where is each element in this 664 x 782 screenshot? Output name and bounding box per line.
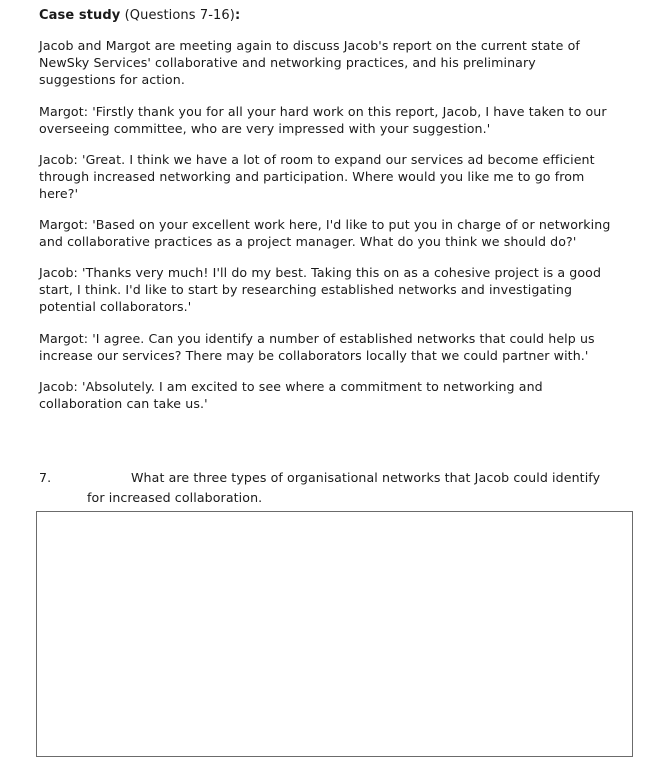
answer-text-box[interactable] (36, 511, 633, 757)
case-study-document (39, 7, 639, 412)
case-study-question-range: (Questions 7-16) (124, 8, 235, 23)
dialogue-jacob-3: Jacob: 'Absolutely. I am excited to see where a commitment to networking and collaboration can take us.' (39, 379, 543, 411)
dialogue-margot-1: Margot: 'Firstly thank you for all your hard work on this report, Jacob, I have taken to our overseeing committee, who are very impressed with your suggestion.' (39, 104, 607, 136)
dialogue-margot-3: Margot: 'I agree. Can you identify a number of established networks that could help us increase our services? There may be collaborators locally that we could partner with.' (39, 331, 595, 363)
dialogue-margot-2: Margot: 'Based on your excellent work here, I'd like to put you in charge of or networking and collaborative practices as a project manager. What do you think we should do?' (39, 217, 611, 249)
case-study-title: Case study (39, 8, 121, 23)
question-text-line-2: for increased collaboration. (87, 490, 263, 505)
question-number: 7. (39, 470, 52, 485)
heading-colon: : (234, 8, 241, 23)
dialogue-jacob-1: Jacob: 'Great. I think we have a lot of room to expand our services ad become efficient through increased networking and participation. Where would you like me to go from here?' (39, 152, 595, 201)
intro-paragraph: Jacob and Margot are meeting again to discuss Jacob's report on the current state of NewSky Services' collaborative and networking practices, and his preliminary suggestions for action. (39, 38, 580, 87)
dialogue-jacob-2: Jacob: 'Thanks very much! I'll do my best. Taking this on as a cohesive project is a good start, I think. I'd like to start by researching established networks and investigating potential collaborators.' (39, 265, 602, 314)
question-7 (39, 468, 639, 508)
case-study-heading (39, 7, 639, 24)
question-7-line-1 (39, 468, 639, 488)
question-text-line-1: What are three types of organisational networks that Jacob could identify (131, 470, 601, 485)
